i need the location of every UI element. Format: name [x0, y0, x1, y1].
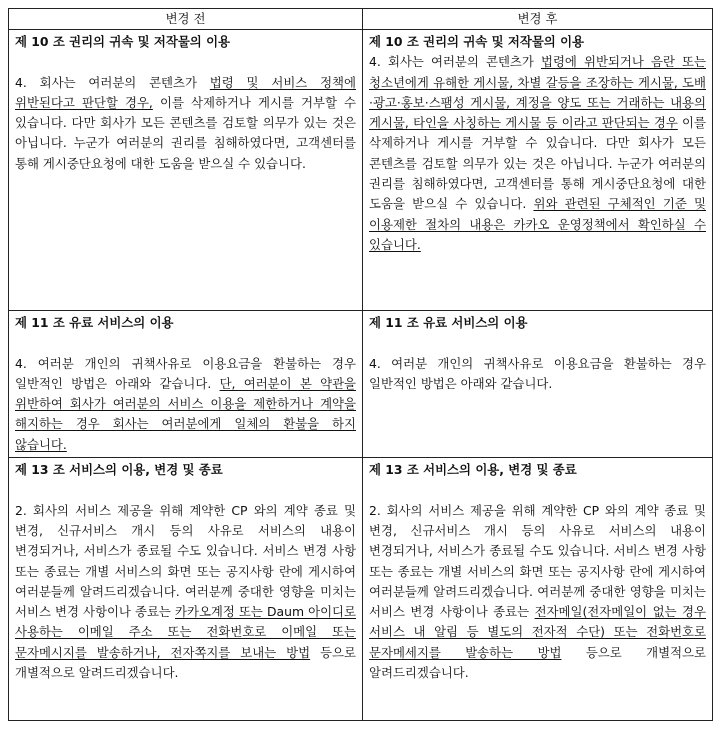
table-row — [9, 311, 713, 458]
changed-text: 단, 여러분이 본 약관을 위반하여 회사가 여러분의 서비스 이용을 제한하거나 계약을 해지하는 경우 회사는 여러분에게 일체의 환불을 하지 않습니다. — [15, 375, 357, 452]
clause-text: 4. 회사는 여러분의 콘텐츠가 법령 및 서비스 정책에 위반된다고 판단할 경우, 이를 삭제하거나 게시를 거부할 수 있습니다. 다만 회사가 모든 콘텐츠를 검토할 의무가 있는 것은 아닙니다. 누군가 여러분의 권리를 침해하였다면, 고객센터를 통해 게시중단요청에 대한 도움을 받으실 수 있습니다. — [15, 74, 356, 171]
clause-text: 2. 회사의 서비스 제공을 위해 계약한 CP 와의 계약 종료 및 변경, 신규서비스 개시 등의 사유로 서비스의 내용이 변경되거나, 서비스가 종료될 수도 있습니다. 서비스 변경 사항 또는 종료는 개별 서비스의 화면 또는 공지사항 란에 게시하여 여러분들께 알려드리겠습니다. 여러분께 중대한 영향을 미치는 서비스 변경 사항이나 종료는 전자메일(전자메일이 없는 경우 서비스 내 알림 등 별도의 전자적 수단) 또는 전화번호로 문자메세지를 발송하는 방법 등으로 개별적으로 알려드리겠습니다. — [369, 502, 706, 681]
table-row — [9, 458, 713, 721]
cell-after — [363, 311, 713, 458]
changed-text: 법령에 위반되거나 음란 또는 청소년에게 유해한 게시물, 차별 갈등을 조장하는 게시물, 도배·광고·홍보·스팸성 게시물, 계정을 양도 또는 거래하는 내용의 게시물, 타인을 사칭하는 게시물 등 이라고 판단되는 경우 — [369, 54, 706, 131]
terms-comparison-table — [8, 8, 713, 721]
cell-before — [9, 311, 363, 458]
cell-after — [363, 458, 713, 721]
clause-text: 4. 여러분 개인의 귀책사유로 이용요금을 환불하는 경우 일반적인 방법은 아래와 같습니다. 단, 여러분이 본 약관을 위반하여 회사가 여러분의 서비스 이용을 제한하거나 계약을 해지하는 경우 회사는 여러분에게 일체의 환불을 하지 않습니다. — [15, 355, 357, 452]
header-after: 변경 후 — [363, 9, 713, 30]
cell-after — [363, 30, 713, 311]
clause-text: 4. 회사는 여러분의 콘텐츠가 법령에 위반되거나 음란 또는 청소년에게 유해한 게시물, 차별 갈등을 조장하는 게시물, 도배·광고·홍보·스팸성 게시물, 계정을 양도 또는 거래하는 내용의 게시물, 타인을 사칭하는 게시물 등 이라고 판단되는 경우 이를 삭제하거나 게시를 거부할 수 있습니다. 다만 회사가 모든 콘텐츠를 검토할 의무가 있는 것은 아닙니다. 누군가 여러분의 권리를 침해하였다면, 고객센터를 통해 게시중단요청에 대한 도움을 받으실 수 있습니다. 위와 관련된 구체적인 기준 및 이용제한 절차의 내용은 카카오 운영정책에서 확인하실 수 있습니다. — [369, 54, 706, 252]
table-row — [9, 30, 713, 311]
changed-text: 위와 관련된 구체적인 기준 및 이용제한 절차의 내용은 카카오 운영정책에서 확인하실 수 있습니다. — [369, 196, 706, 252]
header-before: 변경 전 — [9, 9, 363, 30]
changed-text: 카카오계정 또는 Daum 아이디로 사용하는 이메일 주소 또는 전화번호로 이메일 또는 문자메시지를 발송하거나, 전자쪽지를 보내는 방법 — [15, 604, 356, 660]
article-title: 제 10 조 권리의 귀속 및 저작물의 이용 — [15, 34, 231, 49]
article-title: 제 11 조 유료 서비스의 이용 — [369, 315, 528, 330]
clause-text: 2. 회사의 서비스 제공을 위해 계약한 CP 와의 계약 종료 및 변경, 신규서비스 개시 등의 사유로 서비스의 내용이 변경되거나, 서비스가 종료될 수도 있습니다. 서비스 변경 사항 또는 종료는 개별 서비스의 화면 또는 공지사항 란에 게시하여 여러분들께 알려드리겠습니다. 여러분께 중대한 영향을 미치는 서비스 변경 사항이나 종료는 카카오계정 또는 Daum 아이디로 사용하는 이메일 주소 또는 전화번호로 이메일 또는 문자메시지를 발송하거나, 전자쪽지를 보내는 방법 등으로 개별적으로 알려드리겠습니다. — [15, 502, 356, 681]
cell-before — [9, 30, 363, 311]
clause-text: 4. 여러분 개인의 귀책사유로 이용요금을 환불하는 경우 일반적인 방법은 아래와 같습니다. — [369, 355, 706, 391]
changed-text: 법령 및 서비스 정책에 위반된다고 판단할 경우, — [15, 74, 356, 110]
article-title: 제 11 조 유료 서비스의 이용 — [15, 315, 174, 330]
cell-before — [9, 458, 363, 721]
article-title: 제 13 조 서비스의 이용, 변경 및 종료 — [369, 462, 577, 478]
article-title: 제 10 조 권리의 귀속 및 저작물의 이용 — [369, 34, 585, 49]
changed-text: 전자메일(전자메일이 없는 경우 서비스 내 알림 등 별도의 전자적 수단) 또는 전화번호로 문자메세지를 발송하는 방법 — [369, 604, 706, 660]
article-title: 제 13 조 서비스의 이용, 변경 및 종료 — [15, 462, 223, 478]
header-row — [9, 9, 713, 30]
